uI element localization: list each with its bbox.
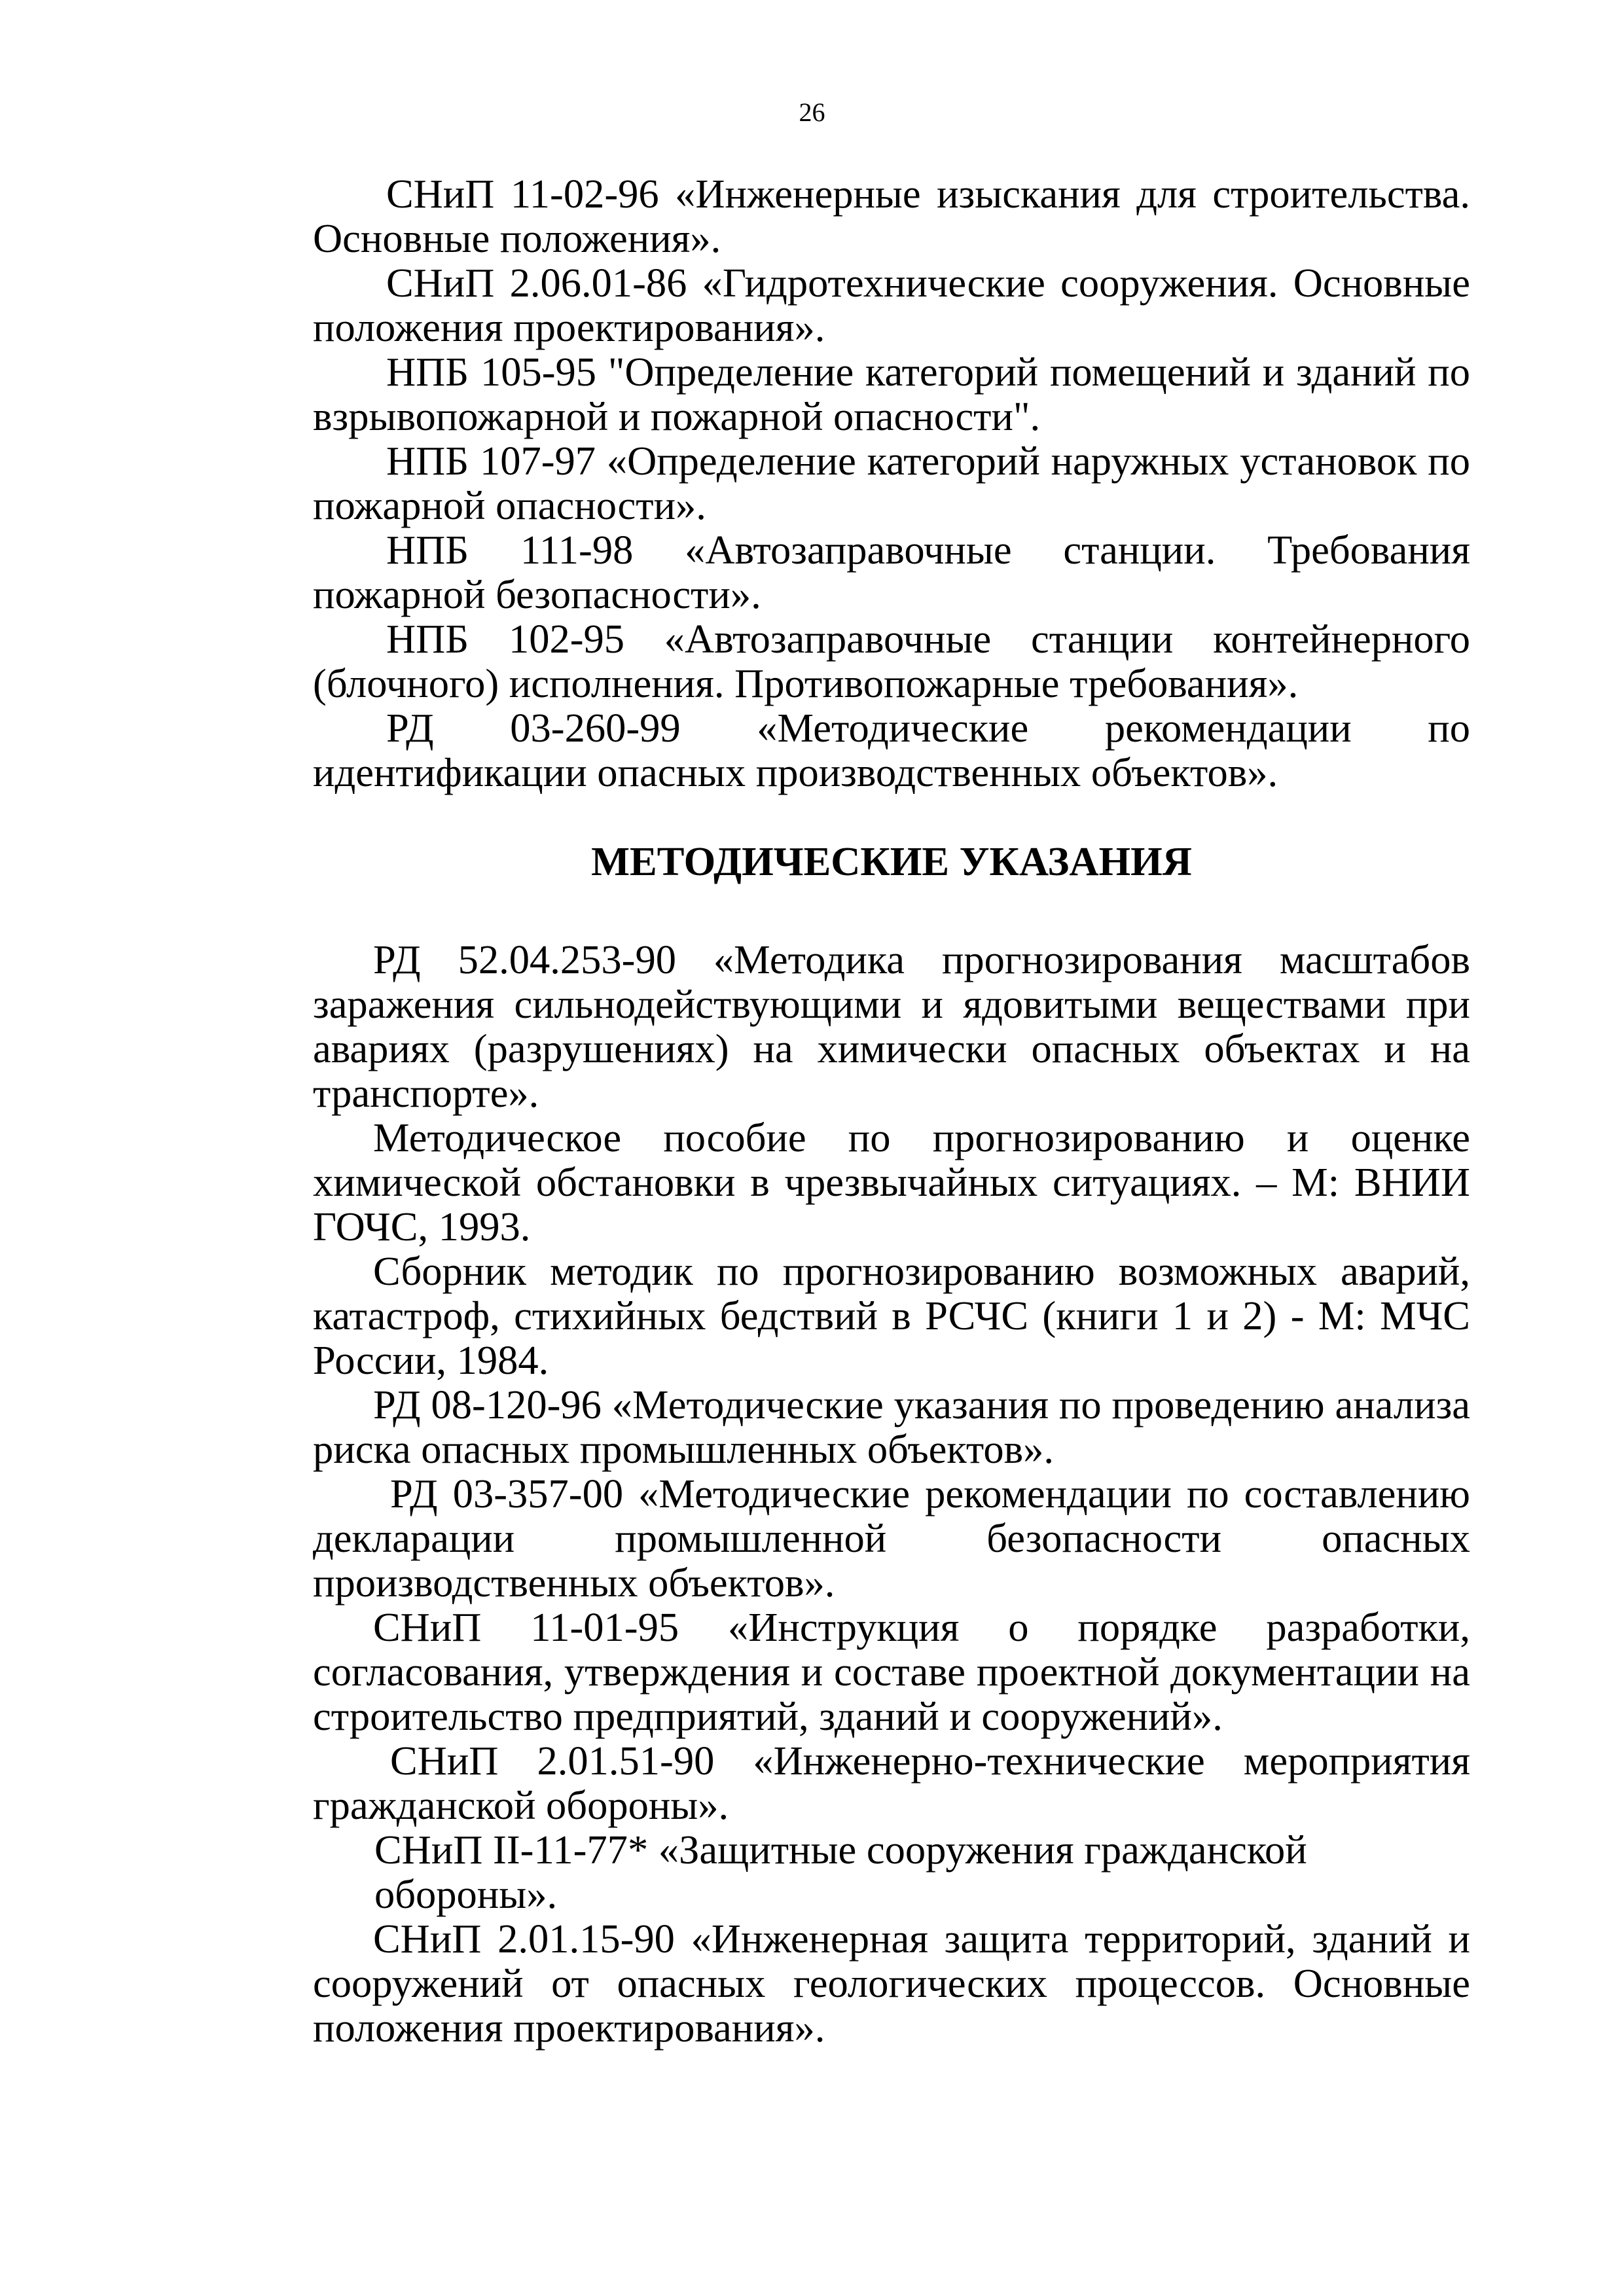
list-item-continuation: обороны».	[374, 1871, 558, 1917]
page-number: 26	[799, 98, 825, 127]
section-heading: МЕТОДИЧЕСКИЕ УКАЗАНИЯ	[591, 838, 1192, 884]
list-item: НПБ 111-98 «Автозаправочные станции. Требования пожарной безопасности».	[313, 527, 1470, 617]
list-item: СНиП 11-01-95 «Инструкция о порядке разработки, согласования, утверждения и составе проектной документации на строительство предприятий, зданий и сооружений».	[313, 1604, 1470, 1739]
list-item: НПБ 107-97 «Определение категорий наружных установок по пожарной опасности».	[313, 438, 1470, 528]
list-item: СНиП 11-02-96 «Инженерные изыскания для строительства. Основные положения».	[313, 171, 1470, 261]
list-item: НПБ 102-95 «Автозаправочные станции контейнерного (блочного) исполнения. Противопожарные требования».	[313, 616, 1470, 706]
list-item: РД 03-260-99 «Методические рекомендации по идентификации опасных производственных объектов».	[313, 705, 1470, 795]
list-item: СНиП II-11-77* «Защитные сооружения гражданской	[374, 1827, 1307, 1873]
list-item: РД 03-357-00 «Методические рекомендации по составлению декларации промышленной безопасности опасных производственных объектов».	[313, 1471, 1470, 1605]
list-item: Сборник методик по прогнозированию возможных аварий, катастроф, стихийных бедствий в РСЧС (книги 1 и 2) - М: МЧС России, 1984.	[313, 1248, 1470, 1383]
list-item: СНиП 2.01.51-90 «Инженерно-технические мероприятия гражданской обороны».	[313, 1738, 1470, 1828]
list-item: РД 52.04.253-90 «Методика прогнозирования масштабов заражения сильнодействующими и ядовитыми веществами при авариях (разрушениях) на химически опасных объектах и на транспорте».	[313, 937, 1470, 1116]
guidelines-list	[313, 937, 1470, 2050]
page-content	[313, 171, 1470, 2050]
regulations-list	[313, 171, 1470, 795]
list-item: НПБ 105-95 "Определение категорий помещений и зданий по взрывопожарной и пожарной опасности".	[313, 349, 1470, 439]
list-item: СНиП 2.01.15-90 «Инженерная защита территорий, зданий и сооружений от опасных геологических процессов. Основные положения проектирования».	[313, 1916, 1470, 2051]
list-item: СНиП 2.06.01-86 «Гидротехнические сооружения. Основные положения проектирования».	[313, 260, 1470, 350]
list-item: РД 08-120-96 «Методические указания по проведению анализа риска опасных промышленных объектов».	[313, 1382, 1470, 1472]
list-item: Методическое пособие по прогнозированию и оценке химической обстановки в чрезвычайных ситуациях. – М: ВНИИ ГОЧС, 1993.	[313, 1115, 1470, 1249]
